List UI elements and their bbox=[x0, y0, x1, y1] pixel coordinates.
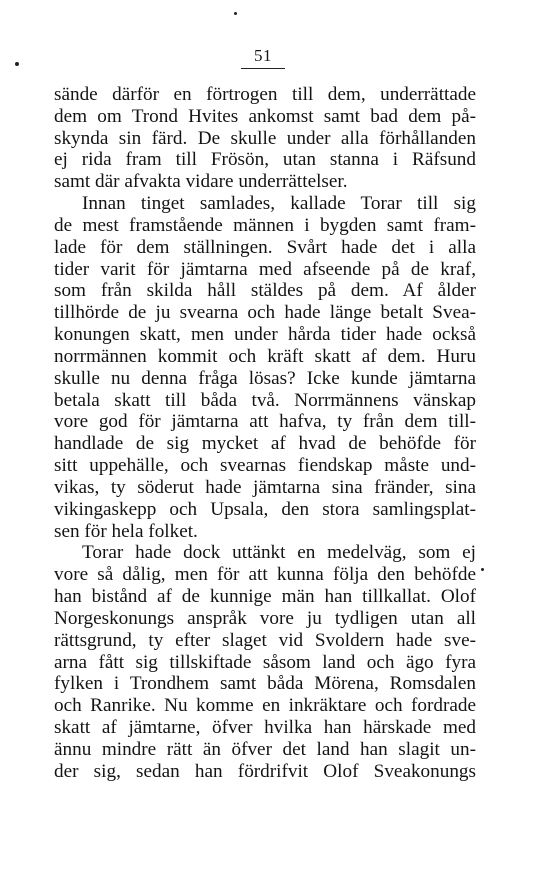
text-line: fylken i Trondhem samt båda Mörena, Romsdalen bbox=[54, 673, 476, 695]
text-line: lade för dem ställningen. Svårt hade det i alla bbox=[54, 236, 476, 258]
text-line: tider varit för jämtarna med afseende på de kraf, bbox=[54, 258, 476, 280]
text-line: skulle nu denna fråga lösas? Icke kunde jämtarna bbox=[54, 367, 476, 389]
text-line: betala skatt till båda två. Norrmännens vänskap bbox=[54, 389, 476, 411]
text-line: de mest framstående männen i bygden samt fram- bbox=[54, 214, 476, 236]
text-line: tillhörde de ju svearna och hade länge betalt Svea- bbox=[54, 302, 476, 324]
print-speck bbox=[234, 12, 237, 15]
text-line: handlade de sig mycket af hvad de behöfde för bbox=[54, 433, 476, 455]
text-line: vore god för jämtarna att hafva, ty från dem till- bbox=[54, 411, 476, 433]
text-line: Norgeskonungs anspråk vore ju tydligen utan all bbox=[54, 607, 476, 629]
text-line: sitt uppehälle, och svearnas fiendskap måste und- bbox=[54, 455, 476, 477]
text-line: sen för hela folket. bbox=[54, 520, 198, 542]
text-line: vikingaskepp och Upsala, den stora samlingsplat- bbox=[54, 498, 476, 520]
text-line: Innan tinget samlades, kallade Torar till sig bbox=[82, 193, 476, 215]
text-line: rättsgrund, ty efter slaget vid Svoldern hade sve- bbox=[54, 629, 476, 651]
text-line: dem om Trond Hvites ankomst samt bad dem på- bbox=[54, 105, 476, 127]
text-line: sände därför en förtrogen till dem, underrättade bbox=[54, 84, 476, 105]
text-line: skynda sin färd. De skulle under alla förhållanden bbox=[54, 127, 476, 149]
text-line: han bistånd af de kunnige män han tillkallat. Olof bbox=[54, 586, 476, 608]
print-speck bbox=[15, 62, 19, 66]
text-line: samt där afvakta vidare underrättelser. bbox=[54, 171, 348, 193]
text-line: skatt af jämtarne, öfver hvilka han härskade med bbox=[54, 717, 476, 739]
body-text bbox=[54, 84, 476, 783]
page-number-rule bbox=[241, 68, 285, 69]
text-line: Torar hade dock uttänkt en medelväg, som ej bbox=[82, 542, 476, 564]
text-line: vore så dålig, men för att kunna följa den behöfde bbox=[54, 564, 476, 586]
text-line: och Ranrike. Nu komme en inkräktare och fordrade bbox=[54, 695, 476, 717]
text-line: konungen skatt, men under hårda tider hade också bbox=[54, 324, 476, 346]
page-number: 51 bbox=[254, 46, 272, 65]
print-speck bbox=[481, 568, 484, 571]
text-line: ej rida fram till Frösön, utan stanna i Räfsund bbox=[54, 149, 476, 171]
text-line: der sig, sedan han fördrifvit Olof Sveakonungs bbox=[54, 760, 476, 782]
text-line: ännu mindre rätt än öfver det land han slagit un- bbox=[54, 738, 476, 760]
text-line: arna fått sig tillskiftade såsom land och ägo fyra bbox=[54, 651, 476, 673]
text-line: vikas, ty söderut hade jämtarna sina fränder, sina bbox=[54, 476, 476, 498]
text-line: norrmännen kommit och kräft skatt af dem. Huru bbox=[54, 345, 476, 367]
text-line: som från skilda håll stäldes på dem. Af ålder bbox=[54, 280, 476, 302]
